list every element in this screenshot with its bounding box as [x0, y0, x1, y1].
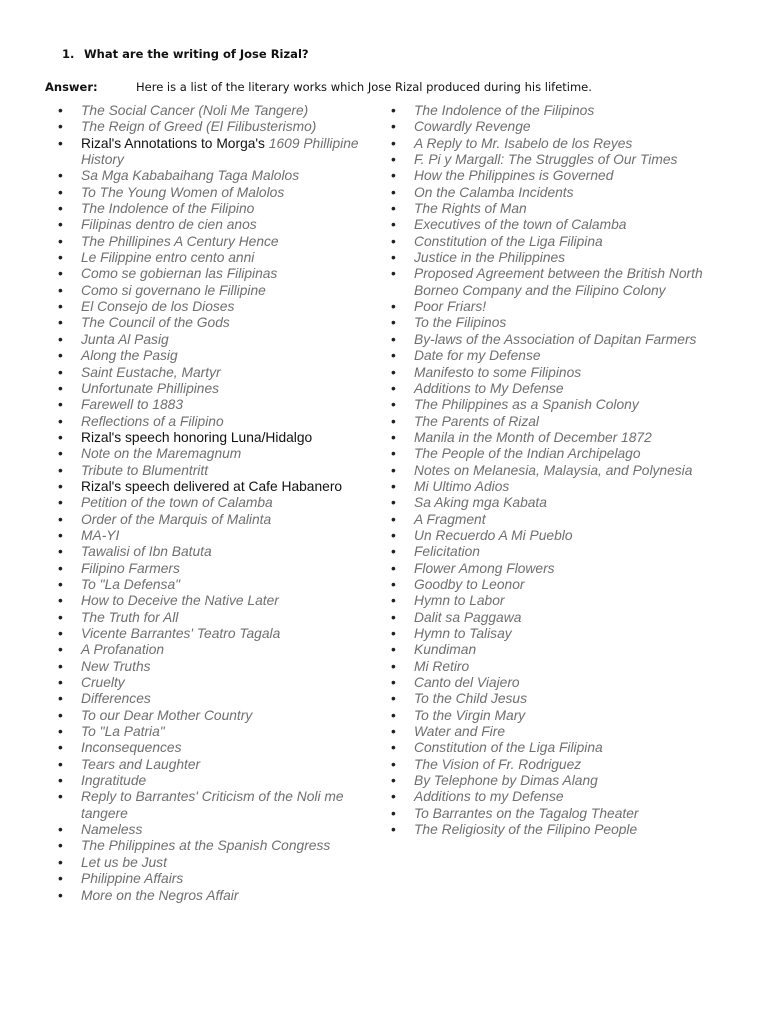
answer-row — [45, 80, 592, 94]
list-item: • To Barrantes on the Tagalog Theater — [390, 806, 710, 822]
question-text: What are the writing of Jose Rizal? — [84, 47, 309, 61]
list-item: • The Parents of Rizal — [390, 414, 710, 430]
list-item: • Filipino Farmers — [57, 561, 377, 577]
list-item: • A Fragment — [390, 512, 710, 528]
list-item: • Kundiman — [390, 642, 710, 658]
list-item: • Let us be Just — [57, 855, 377, 871]
list-item: • The Indolence of the Filipinos — [390, 103, 710, 119]
list-item: • To the Virgin Mary — [390, 708, 710, 724]
answer-label: Answer: — [45, 80, 98, 94]
list-item: • Tawalisi of Ibn Batuta — [57, 544, 377, 560]
list-item: • F. Pi y Margall: The Struggles of Our Times — [390, 152, 710, 168]
list-item: • Flower Among Flowers — [390, 561, 710, 577]
list-item: • Reflections of a Filipino — [57, 414, 377, 430]
list-item: • To the Child Jesus — [390, 691, 710, 707]
list-item: • To our Dear Mother Country — [57, 708, 377, 724]
list-item — [57, 136, 377, 169]
list-item: • Sa Mga Kababaihang Taga Malolos — [57, 168, 377, 184]
list-item: • Notes on Melanesia, Malaysia, and Polynesia — [390, 463, 710, 479]
list-item: • Manila in the Month of December 1872 — [390, 430, 710, 446]
list-item: • Nameless — [57, 822, 377, 838]
list-item: • The Religiosity of the Filipino People — [390, 822, 710, 838]
answer-intro: Here is a list of the literary works which Jose Rizal produced during his lifetime. — [136, 80, 592, 94]
list-item: • The Social Cancer (Noli Me Tangere) — [57, 103, 377, 119]
list-item: • Unfortunate Phillipines — [57, 381, 377, 397]
list-item: • The Truth for All — [57, 610, 377, 626]
list-item: • The Vision of Fr. Rodriguez — [390, 757, 710, 773]
list-item: • Justice in the Philippines — [390, 250, 710, 266]
list-item: • By-laws of the Association of Dapitan Farmers — [390, 332, 710, 348]
list-item: • To the Filipinos — [390, 315, 710, 331]
list-item: • To "La Defensa" — [57, 577, 377, 593]
list-item: • Como se gobiernan las Filipinas — [57, 266, 377, 282]
list-item: • Filipinas dentro de cien anos — [57, 217, 377, 233]
list-item: • Constitution of the Liga Filipina — [390, 234, 710, 250]
list-item: • Water and Fire — [390, 724, 710, 740]
list-item: • Canto del Viajero — [390, 675, 710, 691]
list-item: • Cruelty — [57, 675, 377, 691]
list-item: • Inconsequences — [57, 740, 377, 756]
list-item: • Poor Friars! — [390, 299, 710, 315]
list-item: • Cowardly Revenge — [390, 119, 710, 135]
list-item: • Le Filippine entro cento anni — [57, 250, 377, 266]
list-item: • The Philippines at the Spanish Congress — [57, 838, 377, 854]
list-item: • The Phillipines A Century Hence — [57, 234, 377, 250]
list-item: • Como si governano le Fillipine — [57, 283, 377, 299]
list-item: • Tribute to Blumentritt — [57, 463, 377, 479]
list-item: • Mi Ultimo Adios — [390, 479, 710, 495]
list-item: • By Telephone by Dimas Alang — [390, 773, 710, 789]
list-item: • A Reply to Mr. Isabelo de los Reyes — [390, 136, 710, 152]
list-item: • Date for my Defense — [390, 348, 710, 364]
list-item-text-italic: 1609 Phillipine History — [81, 135, 359, 168]
list-item: • New Truths — [57, 659, 377, 675]
list-item: • Additions to my Defense — [390, 789, 710, 805]
list-item: • Manifesto to some Filipinos — [390, 365, 710, 381]
list-item: • Goodby to Leonor — [390, 577, 710, 593]
list-item: • Felicitation — [390, 544, 710, 560]
list-item: • More on the Negros Affair — [57, 888, 377, 904]
right-works-list — [390, 103, 710, 838]
list-item: • Junta Al Pasig — [57, 332, 377, 348]
list-item: • The Council of the Gods — [57, 315, 377, 331]
list-item: • Sa Aking mga Kabata — [390, 495, 710, 511]
list-item: • To The Young Women of Malolos — [57, 185, 377, 201]
list-item: • Order of the Marquis of Malinta — [57, 512, 377, 528]
list-item: • The Indolence of the Filipino — [57, 201, 377, 217]
list-item: • Hymn to Talisay — [390, 626, 710, 642]
list-item: • Additions to My Defense — [390, 381, 710, 397]
list-item: • The Reign of Greed (El Filibusterismo) — [57, 119, 377, 135]
list-item-text: Rizal's Annotations to Morga's — [81, 135, 269, 151]
list-item: • Dalit sa Paggawa — [390, 610, 710, 626]
list-item: • Farewell to 1883 — [57, 397, 377, 413]
list-item: • Ingratitude — [57, 773, 377, 789]
list-item: • Note on the Maremagnum — [57, 446, 377, 462]
list-item: • Philippine Affairs — [57, 871, 377, 887]
list-item: • Un Recuerdo A Mi Pueblo — [390, 528, 710, 544]
list-item: • Along the Pasig — [57, 348, 377, 364]
list-item: • Petition of the town of Calamba — [57, 495, 377, 511]
list-item: • The Philippines as a Spanish Colony — [390, 397, 710, 413]
list-item: • A Profanation — [57, 642, 377, 658]
list-item: • Constitution of the Liga Filipina — [390, 740, 710, 756]
list-item: • Rizal's speech honoring Luna/Hidalgo — [57, 430, 377, 446]
list-item: • Executives of the town of Calamba — [390, 217, 710, 233]
left-works-list — [57, 103, 377, 904]
list-item: • MA-YI — [57, 528, 377, 544]
list-item: • Differences — [57, 691, 377, 707]
list-item: • Hymn to Labor — [390, 593, 710, 609]
list-item: • Reply to Barrantes' Criticism of the Noli me tangere — [57, 789, 377, 822]
list-item: • The Rights of Man — [390, 201, 710, 217]
list-item: • To "La Patria" — [57, 724, 377, 740]
list-item: • Vicente Barrantes' Teatro Tagala — [57, 626, 377, 642]
list-item: • How to Deceive the Native Later — [57, 593, 377, 609]
list-item: • Proposed Agreement between the British North Borneo Company and the Filipino Colony — [390, 266, 710, 299]
list-item: • Rizal's speech delivered at Cafe Habanero — [57, 479, 377, 495]
question-number: 1. — [62, 47, 75, 61]
list-item: • The People of the Indian Archipelago — [390, 446, 710, 462]
list-item: • El Consejo de los Dioses — [57, 299, 377, 315]
question-heading — [62, 47, 309, 61]
list-item: • Tears and Laughter — [57, 757, 377, 773]
list-item: • Saint Eustache, Martyr — [57, 365, 377, 381]
list-item: • How the Philippines is Governed — [390, 168, 710, 184]
list-item: • On the Calamba Incidents — [390, 185, 710, 201]
list-item: • Mi Retiro — [390, 659, 710, 675]
